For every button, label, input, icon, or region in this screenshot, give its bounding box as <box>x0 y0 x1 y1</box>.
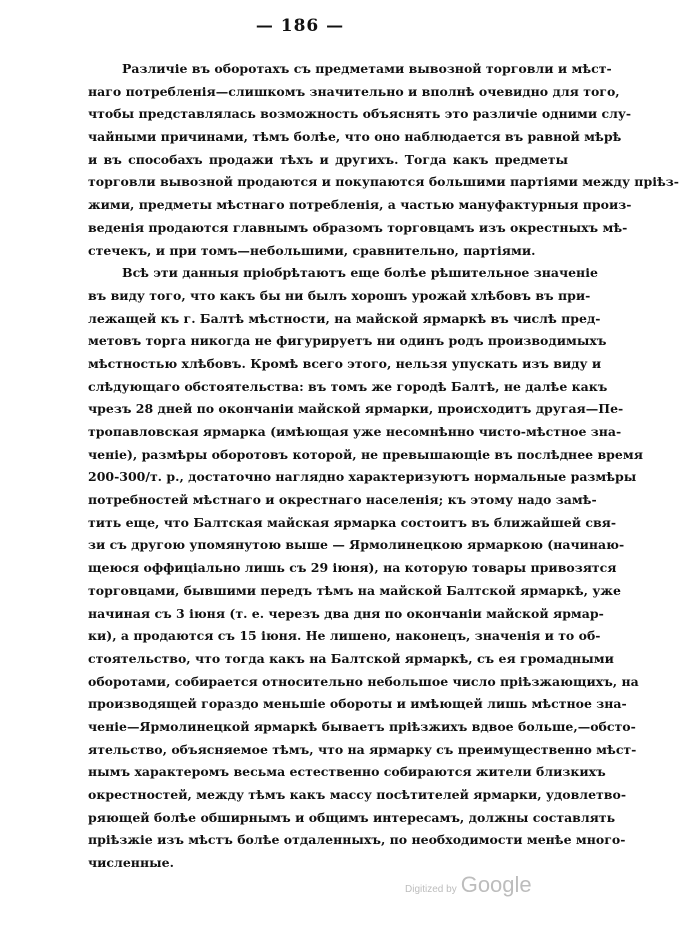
text-line: ченіе—Ярмолинецкой ярмаркѣ бываетъ пріѣзжихъ вдвое больше,—обсто- <box>88 718 636 734</box>
google-logo: Google <box>460 872 532 897</box>
text-line: наго потребленія—слишкомъ значительно и вполнѣ очевидно для того, <box>88 83 620 99</box>
text-line: окрестностей, между тѣмъ какъ массу посѣтителей ярмарки, удовлетво- <box>88 787 627 802</box>
text-line: 200-300/т. р., достаточно наглядно характеризуютъ нормальные размѣры <box>88 469 637 485</box>
paragraph-1 <box>88 58 679 262</box>
text-line: производящей гораздо меньшіе обороты и имѣющей лишь мѣстное зна- <box>88 696 627 712</box>
text-line: начиная съ 3 іюня (т. е. черезъ два дня по окончаніи майской ярмар- <box>88 605 604 621</box>
digitized-by-google-watermark <box>405 872 532 898</box>
text-line: зи съ другою упомянутою выше — Ярмолинецкою ярмаркою (начинаю- <box>88 537 625 553</box>
text-line: тропавловская ярмарка (имѣющая уже несомнѣнно чисто-мѣстное зна- <box>88 424 622 439</box>
text-line: въ виду того, что какъ бы ни былъ хорошъ урожай хлѣбовъ въ при- <box>88 287 591 303</box>
text-line: метовъ торга никогда не фигурируетъ ни одинъ родъ производимыхъ <box>88 333 607 349</box>
text-line: торговли вывозной продаются и покупаются большими партіями между пріѣз- <box>88 174 679 190</box>
text-line: ряющей болѣе обширнымъ и общимъ интересамъ, должны составлять <box>88 809 616 825</box>
page-number: — 186 — <box>255 16 345 36</box>
text-line: торговцами, бывшими передъ тѣмъ на майской Балтской ярмаркѣ, уже <box>88 582 621 598</box>
text-line: нымъ характеромъ весьма естественно собираются жители близкихъ <box>88 764 606 780</box>
paragraph-2 <box>88 262 643 875</box>
text-line: слѣдующаго обстоятельства: въ томъ же городѣ Балтѣ, не далѣе какъ <box>88 378 608 394</box>
text-line: щеюся оффиціально лишь съ 29 іюня), на которую товары привозятся <box>88 560 617 576</box>
text-line: ченіе), размѣры оборотовъ которой, не превышающіе въ послѣднее время <box>88 446 643 462</box>
text-line: ятельство, объясняемое тѣмъ, что на ярмарку съ преимущественно мѣст- <box>88 741 637 757</box>
text-line: тить еще, что Балтская майская ярмарка состоитъ въ ближайшей свя- <box>88 514 617 530</box>
text-line: стечекъ, и при томъ—небольшими, сравнительно, партіями. <box>88 242 536 258</box>
text-line: Различіе въ оборотахъ съ предметами вывозной торговли и мѣст- <box>122 61 612 76</box>
text-line: чтобы представлялась возможность объяснять это различіе одними слу- <box>88 106 632 122</box>
text-line: пріѣзжіе изъ мѣстъ болѣе отдаленныхъ, по необходимости менѣе много- <box>88 832 626 848</box>
text-line: потребностей мѣстнаго и окрестнаго населенія; къ этому надо замѣ- <box>88 492 597 508</box>
text-line: мѣстностью хлѣбовъ. Кромѣ всего этого, нельзя упускать изъ виду и <box>88 355 602 371</box>
text-line: Всѣ эти данныя пріобрѣтаютъ еще болѣе рѣшительное значеніе <box>122 265 598 281</box>
text-line: оборотами, собирается относительно небольшое число пріѣзжающихъ, на <box>88 673 639 689</box>
text-line: стоятельство, что тогда какъ на Балтской ярмаркѣ, съ ея громадными <box>88 650 614 666</box>
watermark-prefix: Digitized by <box>405 884 457 895</box>
text-line: лежащей къ г. Балтѣ мѣстности, на майской ярмаркѣ въ числѣ пред- <box>88 310 601 326</box>
text-line: жими, предметы мѣстнаго потребленія, а частью мануфактурныя произ- <box>88 197 632 213</box>
body-text <box>88 58 679 875</box>
text-line: ки), а продаются съ 15 іюня. Не лишено, наконецъ, значенія и то об- <box>88 628 601 644</box>
text-line: численные. <box>88 855 174 871</box>
text-line: веденія продаются главнымъ образомъ торговцамъ изъ окрестныхъ мѣ- <box>88 219 628 235</box>
text-line: и въ способахъ продажи тѣхъ и другихъ. Тогда какъ предметы <box>88 151 568 167</box>
text-line: чайными причинами, тѣмъ болѣе, что оно наблюдается въ равной мѣрѣ <box>88 129 622 145</box>
text-line: чрезъ 28 дней по окончаніи майской ярмарки, происходитъ другая—Пе- <box>88 401 624 417</box>
